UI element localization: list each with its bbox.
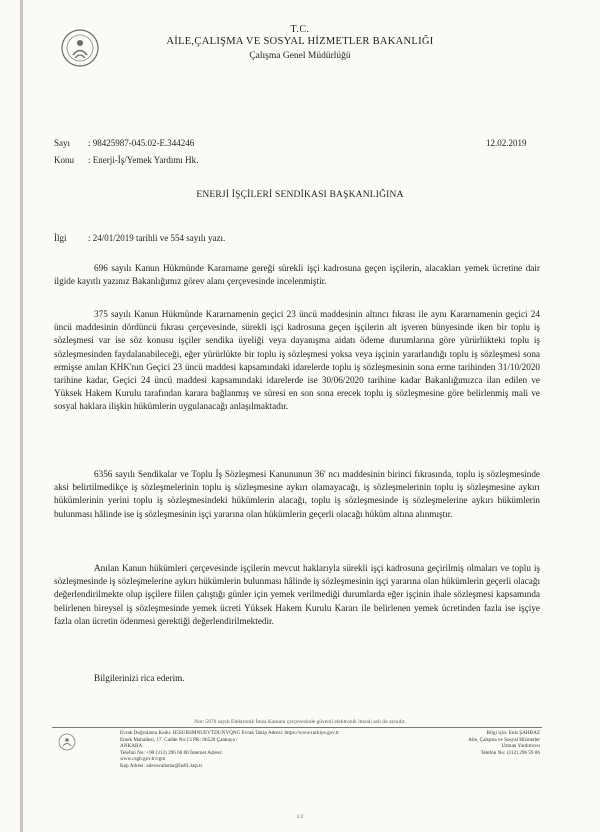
footer-logo-icon	[58, 733, 76, 751]
paragraph-2	[54, 308, 540, 414]
footer-rule	[52, 727, 542, 728]
paragraph-3-text: 6356 sayılı Sendikalar ve Toplu İş Sözleşmesi Kanununun 36' ncı maddesinin birinci fıkrasında, toplu iş sözleşmesinde aksi belirtilmedikçe iş sözleşmelerinin toplu iş sözleşmesine aykırı olamayacağı, iş sözleşmelerinin toplu iş sözleşmesine aykırı hükümlerinin yerini toplu iş sözleşmesindeki hükümlerin alacağı, toplu iş sözleşmesinde iş sözleşmelerine aykırı hükümlerin bulunması hâlinde ise iş sözleşmesinin işçi yararına olan hükümlerin geçerli olacağı hüküm altına alınmıştır.	[54, 469, 540, 519]
paragraph-1-text: 696 sayılı Kanun Hükmünde Kararname gereği sürekli işçi kadrosuna geçen işçilerin, alacakları yemek ücretine dair ilgide kayıtlı yazınız Bakanlığımız görev alanı çerçevesinde incelenmiştir.	[54, 263, 540, 287]
footer-contact-block	[420, 730, 540, 756]
ilgi-value: : 24/01/2019 tarihli ve 554 sayılı yazı.	[88, 233, 226, 243]
contact-department: Aile, Çalışma ve Sosyal Hizmetler	[468, 736, 540, 743]
contact-person: Bilgi için: Enis ŞAHBAZ	[486, 730, 540, 736]
konu-label: Konu	[54, 155, 74, 165]
closing-text: Bilgilerinizi rica ederim.	[94, 673, 185, 683]
paragraph-1	[54, 262, 540, 288]
sayi-value: : 98425987-045.02-E.344246	[88, 138, 195, 148]
header-directorate: Çalışma Genel Müdürlüğü	[249, 51, 351, 61]
e-signature-note: Not: 5070 sayılı Elektronik İmza Kanunu çerçevesinde güvenli elektronik imzalı aslı ile aynıdır.	[194, 719, 406, 725]
paragraph-5	[54, 672, 540, 685]
phone-line: Telefon No: +90 (312) 296 60 00 İnternet Adresi:	[120, 749, 223, 756]
address-line: Emek Mahallesi, 17. Cadde No:13 PK: 06520 Çankaya /	[120, 736, 238, 743]
footer-address-block	[120, 730, 420, 770]
paragraph-4	[54, 562, 540, 628]
addressee: ENERJİ İŞÇİLERİ SENDİKASI BAŞKANLIĞINA	[196, 190, 404, 200]
website-link[interactable]: www.csgb.gov.tr/cgm	[120, 756, 166, 763]
kep-address: Kep Adresi: ailevecalisma@hs01.kep.tr	[120, 762, 203, 769]
verification-code: Evrak Doğrulama Kodu: H5SUBSMNUEVTDUNYQNG Evrak Takip Adresi: https://www.turkiye.gov.tr	[120, 730, 340, 736]
document-date: 12.02.2019	[486, 138, 527, 148]
page-number: 1/2	[296, 814, 304, 820]
sayi-label: Sayı	[54, 138, 71, 148]
header-tc: T.C.	[290, 24, 310, 35]
address-city: ANKARA	[120, 743, 143, 750]
konu-value: : Enerji-İş/Yemek Yardımı Hk.	[88, 155, 199, 165]
header-ministry: AİLE,ÇALIŞMA VE SOSYAL HİZMETLER BAKANLIĞI	[166, 36, 434, 47]
contact-title: Uzman Yardımcısı	[501, 743, 540, 750]
paragraph-3	[54, 468, 540, 521]
paragraph-2-text: 375 sayılı Kanun Hükmünde Kararnamenin geçici 23 üncü maddesinin altıncı fıkrası ile aynı Kararnamenin geçici 24 üncü maddesinin dördüncü fıkrası çerçevesinde, sürekli işçi kadrosuna geçen işçilerin alt işveren bünyesinde iken bir toplu iş sözleşmesi var ise söz konusu işçiler sendika üyeliği veya dayanışma aidatı ödeme durumlarına göre yürürlükteki toplu iş sözleşmesinden faydalanabileceği, eğer yürürlükte bir toplu iş sözleşmesi yoksa veya işçinin yararlandığı toplu iş sözleşmesi sona ermişse anılan KHK'nın Geçici 23 üncü maddesi kapsamındaki idarelerde toplu iş sözleşmesinin sona erme tarihinden 31/10/2020 tarihine kadar, Geçici 24 üncü maddesi kapsamındaki idarelerde ise 30/06/2020 tarihine kadar Bakanlığımızca ilan edilen ve Yüksek Hakem Kurulu tarafından karara bağlanmış ve süresi en son sona erecek toplu iş sözleşmesine göre belirlenmiş mali ve sosyal haklara ilişkin hükümlerin uygulanacağı anlaşılmaktadır.	[54, 309, 540, 412]
page-edge-shadow	[20, 0, 23, 832]
ilgi-label: İlgi	[54, 233, 67, 243]
contact-phone: Telefon No: (312) 296 59 06	[480, 749, 540, 756]
paragraph-4-text: Anılan Kanun hükümleri çerçevesinde işçilerin mevcut haklarıyla sürekli işçi kadrosuna geçirilmiş olmaları ve toplu iş sözleşmesinde iş sözleşmelerine aykırı hükümlerin bulunması hâlinde iş sözleşmesinin işçi yararına olan hükümlerin geçerli olacağı değerlendirilmekte olup işçilere fiilen çalıştığı günler için yemek verilmediği durumlarda eğer işçinin ihale sözleşmesi kapsamında belirlenen bireysel iş sözleşmesinde yemek ücreti Yüksek Hakem Kurulu Kararı ile belirlenen yemek ücretinden fazla ise işçiye fazla olan ücretin ödenmesi gerektiği değerlendirilmektedir.	[54, 563, 540, 626]
